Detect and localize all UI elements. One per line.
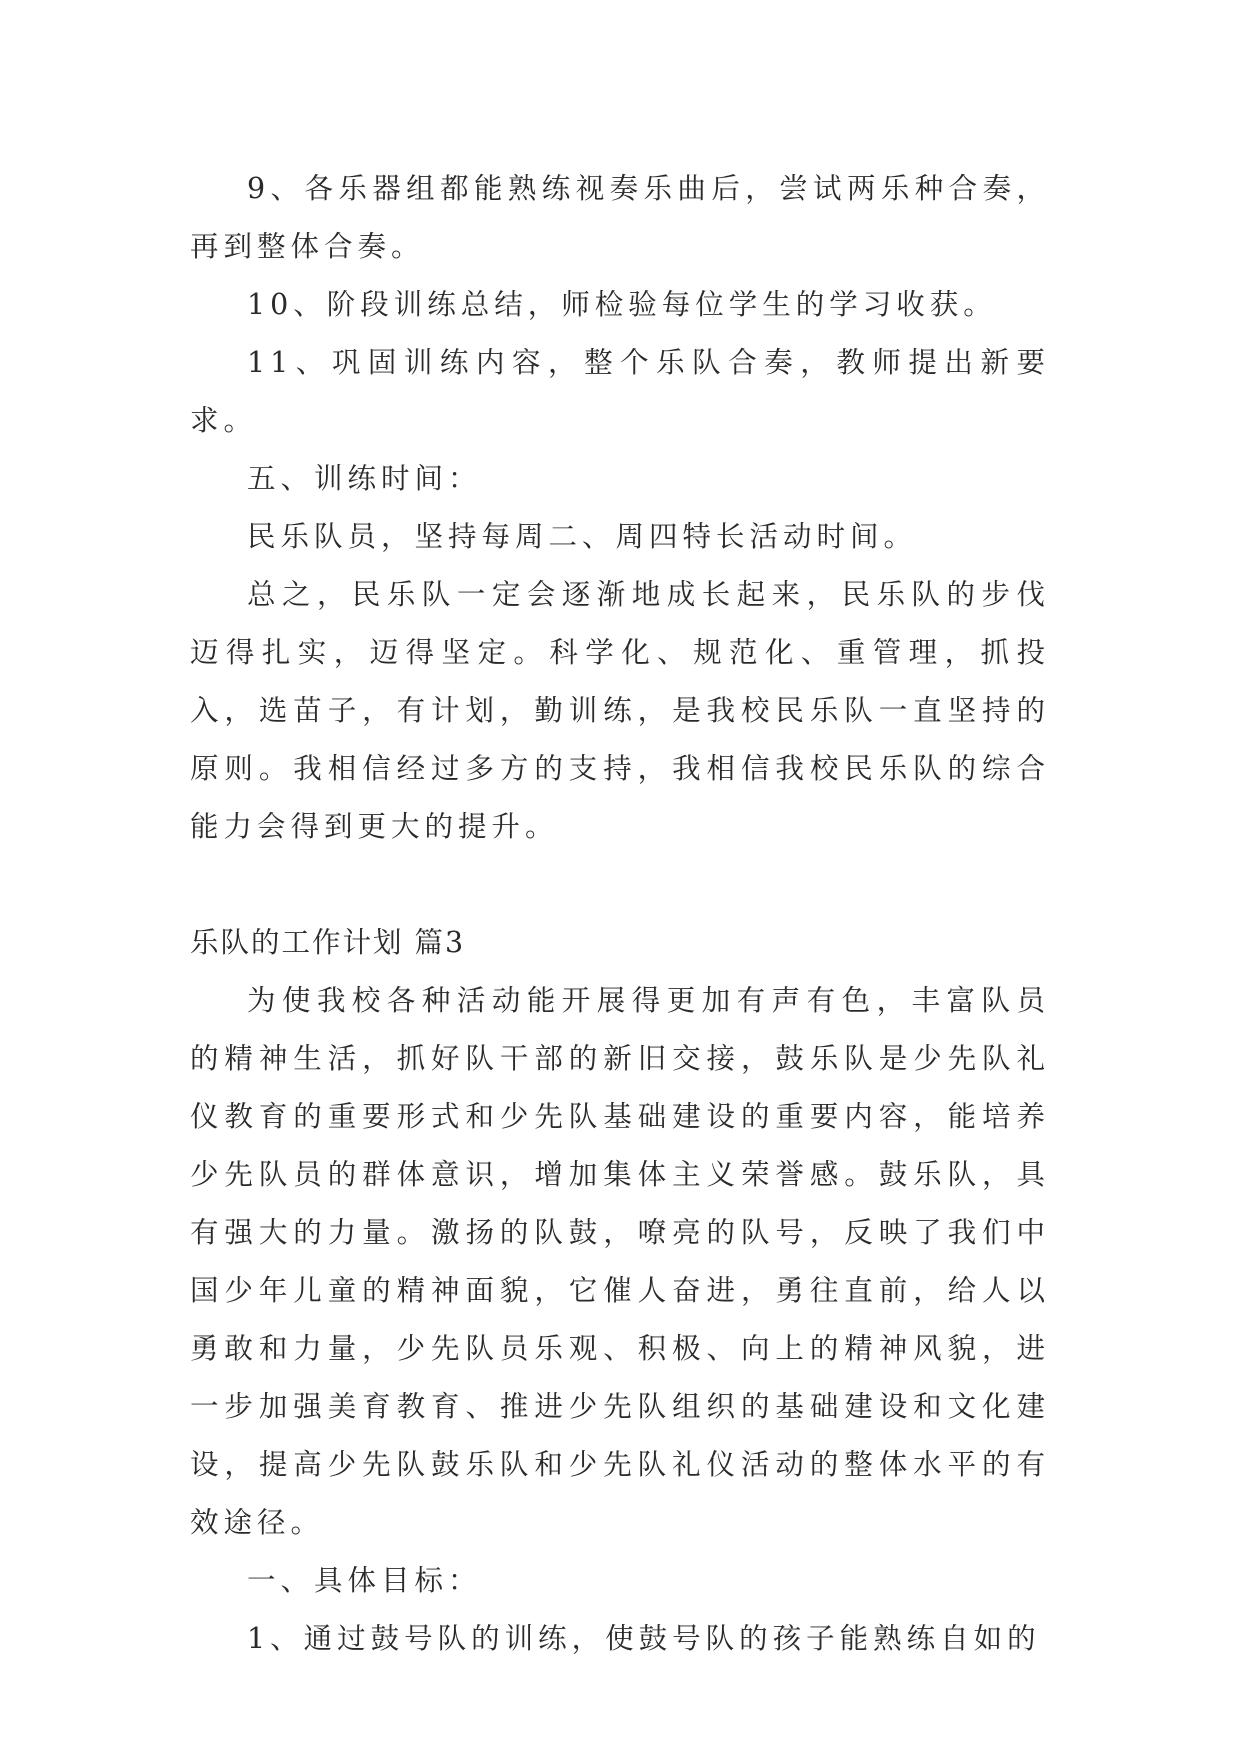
paragraph: 民乐队员，坚持每周二、周四特长活动时间。 [247,520,918,553]
paragraph: 9、各乐器组都能熟练视奏乐曲后，尝试两乐种合奏，再到整体合奏。 [190,172,1050,263]
subheading: 一、具体目标： [247,1564,482,1597]
document-body [190,160,1050,1668]
section-title: 乐队的工作计划 篇3 [190,926,466,959]
paragraph: 11、巩固训练内容，整个乐队合奏，教师提出新要求。 [190,346,1050,437]
paragraph: 总之，民乐队一定会逐渐地成长起来，民乐队的步伐迈得扎实，迈得坚定。科学化、规范化、重管理，抓投入，选苗子，有计划，勤训练，是我校民乐队一直坚持的原则。我相信经过多方的支持，我相信我校民乐队的综合能力会得到更大的提升。 [190,578,1050,843]
paragraph: 为使我校各种活动能开展得更加有声有色，丰富队员的精神生活，抓好队干部的新旧交接，鼓乐队是少先队礼仪教育的重要形式和少先队基础建设的重要内容，能培养少先队员的群体意识，增加集体主义荣誉感。鼓乐队，具有强大的力量。激扬的队鼓，嘹亮的队号，反映了我们中国少年儿童的精神面貌，它催人奋进，勇往直前，给人以勇敢和力量，少先队员乐观、积极、向上的精神风貌，进一步加强美育教育、推进少先队组织的基础建设和文化建设，提高少先队鼓乐队和少先队礼仪活动的整体水平的有效途径。 [190,984,1050,1539]
subheading: 五、训练时间： [247,462,482,495]
paragraph: 1、通过鼓号队的训练，使鼓号队的孩子能熟练自如的 [247,1622,1041,1655]
paragraph: 10、阶段训练总结，师检验每位学生的学习收获。 [247,288,997,321]
